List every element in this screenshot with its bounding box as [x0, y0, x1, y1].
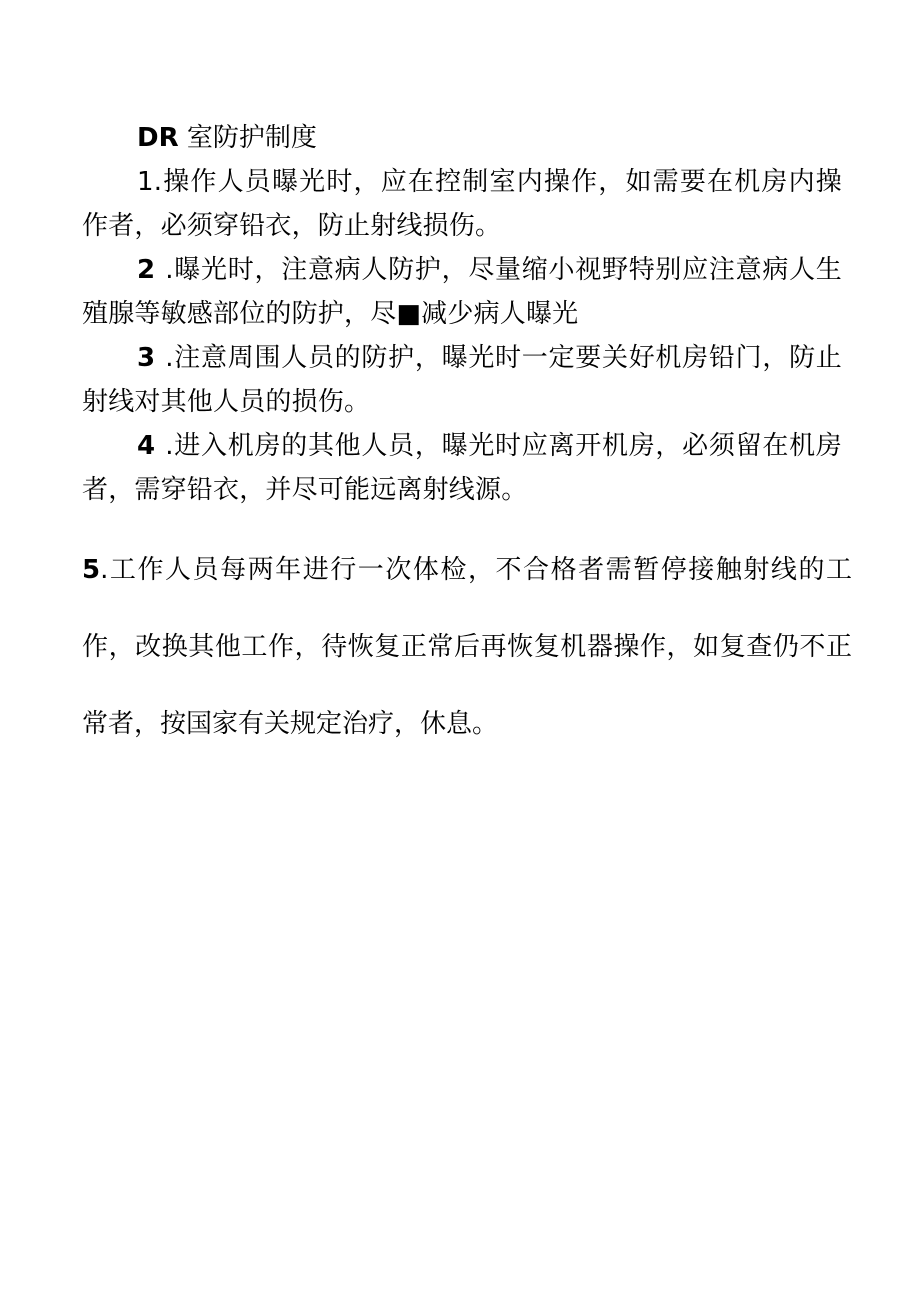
rule-item-4-number: 4 [137, 431, 156, 461]
document-title [137, 118, 317, 158]
rule-item-1 [82, 160, 842, 248]
rule-item-5-number: 5 [82, 555, 101, 585]
rule-item-3 [82, 336, 842, 424]
rule-item-5 [82, 532, 852, 763]
title-text: 室防护制度 [186, 123, 317, 153]
rule-item-3-number: 3 [137, 343, 156, 373]
rule-item-2-number: 2 [137, 255, 156, 285]
rule-item-1-text: .操作人员曝光时，应在控制室内操作，如需要在机房内操作者，必须穿铅衣，防止射线损伤。 [82, 167, 842, 241]
rule-item-4-text: .进入机房的其他人员，曝光时应离开机房，必须留在机房者，需穿铅衣，并尽可能远离射线源。 [82, 431, 842, 505]
rule-item-1-number: 1 [137, 167, 154, 197]
rule-item-3-text: .注意周围人员的防护，曝光时一定要关好机房铅门，防止射线对其他人员的损伤。 [82, 343, 842, 417]
rule-item-4 [82, 424, 842, 512]
rule-item-2-text: .曝光时，注意病人防护，尽量缩小视野特别应注意病人生殖腺等敏感部位的防护，尽■减少病人曝光 [82, 255, 842, 329]
title-prefix: DR [137, 123, 179, 153]
rule-item-5-text: .工作人员每两年进行一次体检，不合格者需暂停接触射线的工作，改换其他工作，待恢复正常后再恢复机器操作，如复查仍不正常者，按国家有关规定治疗，休息。 [82, 555, 852, 739]
rule-item-2 [82, 248, 842, 336]
